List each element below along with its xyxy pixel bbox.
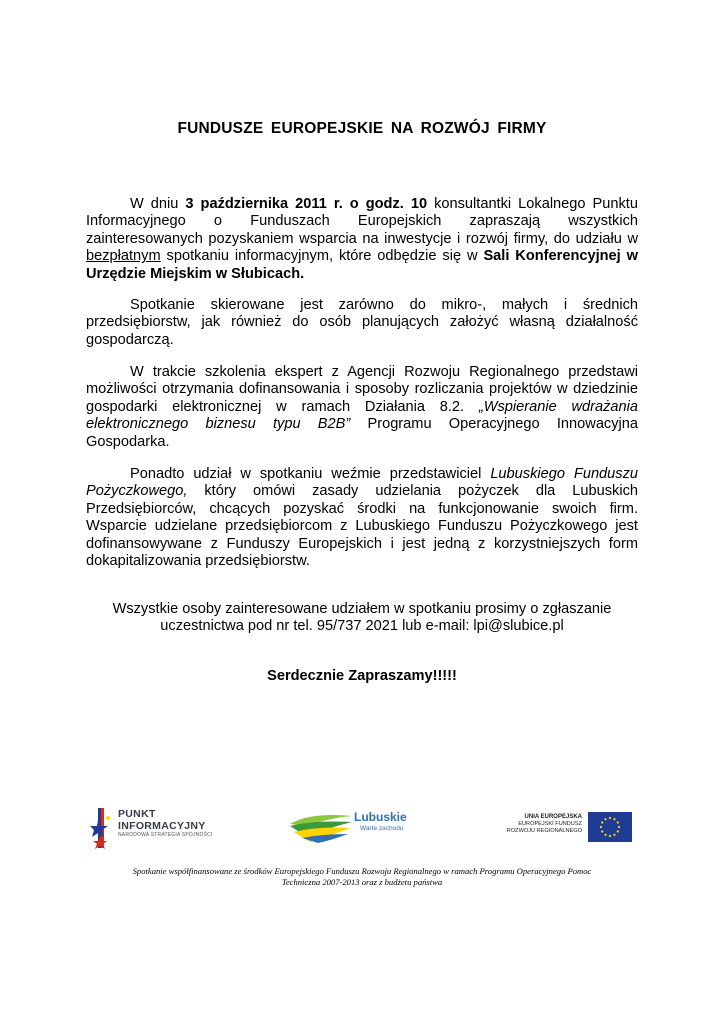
eu-star bbox=[609, 835, 611, 837]
eu-star bbox=[613, 834, 615, 836]
paragraph-invitation bbox=[86, 196, 638, 283]
eu-flag-icon bbox=[588, 812, 632, 842]
eu-star bbox=[618, 826, 620, 828]
contact-info bbox=[86, 601, 638, 636]
eu-star bbox=[601, 830, 603, 832]
eu-star bbox=[613, 818, 615, 820]
lubuskie-logo bbox=[288, 806, 418, 846]
eu-star bbox=[617, 821, 619, 823]
eu-star bbox=[601, 821, 603, 823]
eu-logo-text bbox=[507, 814, 582, 836]
punkt-logo-line3: NARODOWA STRATEGIA SPÓJNOŚCI bbox=[118, 832, 213, 838]
program-name: „Wspieranie wdrażania elektronicznego biznesu typu B2B” bbox=[86, 398, 638, 433]
eu-fund-logo bbox=[500, 810, 632, 844]
eu-star bbox=[617, 830, 619, 832]
punkt-logo-line2: INFORMACYJNY bbox=[118, 820, 206, 832]
punkt-informacyjny-logo bbox=[88, 806, 218, 852]
footnote-line-1: Spotkanie współfinansowane ze środków Europejskiego Funduszu Rozwoju Regionalnego w ramach Programu Operacyjnego Pomoc bbox=[132, 866, 592, 876]
contact-line-2: uczestnictwa pod nr tel. 95/737 2021 lub e-mail: lpi@slubice.pl bbox=[160, 618, 564, 635]
document-title: FUNDUSZE EUROPEJSKIE NA ROZWÓJ FIRMY bbox=[177, 120, 547, 137]
punkt-logo-line1: PUNKT bbox=[118, 808, 156, 820]
text-span: który omówi zasady udzielania pożyczek dla Lubuskich Przedsiębiorców, chcących pozyskać środki na funkcjonowanie swoich firm. Wsparcie udzielane przedsiębiorcom z Lubuskiego Funduszu Pożyczkowego jest dofinansowywane z Funduszy Europejskich i jest jedną z korzystniejszych form dokapitalizowania przedsiębiorstw. bbox=[86, 483, 638, 570]
contact-line-1: Wszystkie osoby zainteresowane udziałem w spotkaniu prosimy o zgłaszanie bbox=[112, 601, 612, 617]
text-span: spotkaniu informacyjnym, które odbędzie się w bbox=[160, 248, 484, 265]
text-span: Ponadto udział w spotkaniu weźmie przedstawiciel bbox=[130, 466, 491, 482]
eu-logo-line1: UNIA EUROPEJSKA bbox=[524, 814, 582, 820]
lubuskie-slogan: Warte zachodu bbox=[360, 825, 404, 832]
text-span: konsultantki Lokalnego Punktu Informacyjnego o Funduszach Europejskich zapraszają wszystkich zainteresowanych pozyskaniem wsparcia na inwestycje i rozwój firmy, do udziału w bbox=[86, 196, 638, 247]
funding-footnote bbox=[60, 866, 664, 889]
event-venue: Sali Konferencyjnej w Urzędzie Miejskim w Słubicach. bbox=[86, 248, 638, 282]
free-emphasis: bezpłatnym bbox=[86, 248, 161, 265]
fund-name: Lubuskiego Funduszu Pożyczkowego, bbox=[86, 466, 638, 500]
eu-star bbox=[609, 817, 611, 819]
footnote-line-2: Techniczna 2007-2013 oraz z budżetu państwa bbox=[281, 877, 443, 888]
event-date: 3 października 2011 r. o godz. 10 bbox=[185, 196, 428, 212]
eu-logo-line3: ROZWOJU REGIONALNEGO bbox=[506, 828, 582, 835]
eu-star bbox=[600, 826, 602, 828]
closing-invitation: Serdecznie Zapraszamy!!!!! bbox=[267, 668, 457, 684]
eu-logo-line2: EUROPEJSKI FUNDUSZ bbox=[518, 821, 582, 828]
paragraph-audience: Spotkanie skierowane jest zarówno do mikro-, małych i średnich przedsiębiorstw, jak również do osób planujących założyć własną działalność gospodarczą. bbox=[86, 297, 638, 348]
text-span: Programu Operacyjnego Innowacyjna Gospodarka. bbox=[86, 416, 639, 450]
paragraph-loan-fund bbox=[86, 466, 638, 570]
lubuskie-name: Lubuskie bbox=[354, 810, 407, 824]
lubuskie-waves-icon bbox=[288, 808, 354, 844]
paragraph-expert bbox=[86, 364, 638, 451]
eu-star bbox=[604, 818, 606, 820]
text-span: W trakcie szkolenia ekspert z Agencji Rozwoju Regionalnego przedstawi możliwości otrzymania dofinansowania i sposoby rozliczania projektów w dziedzinie gospodarki elektronicznej w ramach Działania 8.2. bbox=[86, 364, 638, 415]
text-span: W dniu bbox=[130, 196, 186, 212]
eu-star bbox=[604, 834, 606, 836]
punkt-logo-text bbox=[118, 808, 213, 839]
star-emblem-icon bbox=[88, 806, 116, 852]
